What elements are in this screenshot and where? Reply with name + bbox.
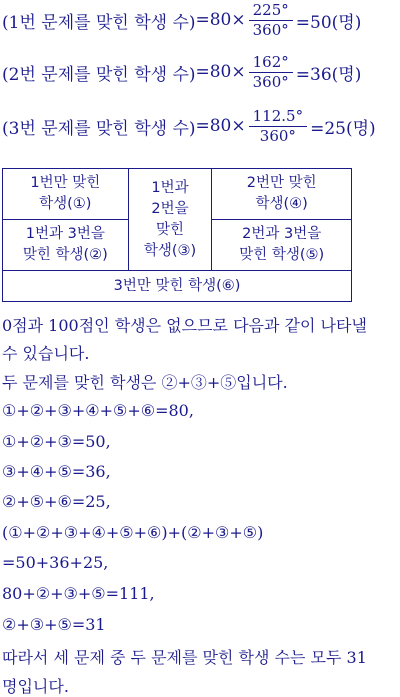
equation-2-fraction [249, 54, 293, 90]
cell-only-2: 2번만 맞힌 학생(④) [212, 169, 352, 220]
text-line-10: 80+②+③+⑤=111, [2, 584, 155, 603]
equation-1-fraction [249, 2, 293, 38]
equation-1-right: =50(명) [295, 12, 362, 33]
text-line-5: ①+②+③=50, [2, 432, 111, 451]
equation-1-mid: =80× [195, 10, 246, 30]
equation-2-left: (2번 문제를 맞힌 학생 수) [2, 64, 196, 85]
cell-only-3: 3번만 맞힌 학생(⑥) [3, 271, 352, 302]
text-line-13: 명입니다. [2, 677, 69, 696]
text-line-7: ②+⑤+⑥=25, [2, 492, 111, 511]
equation-3-mid: =80× [195, 116, 246, 136]
text-line-2: 수 있습니다. [2, 344, 90, 363]
equation-3-right: =25(명) [310, 118, 376, 139]
text-line-8: (①+②+③+④+⑤+⑥)+(②+③+⑤) [2, 523, 264, 542]
equation-1-numerator: 225° [249, 2, 293, 21]
equation-2-numerator: 162° [249, 54, 293, 73]
text-line-1: 0점과 100점인 학생은 없으므로 다음과 같이 나타낼 [2, 316, 367, 335]
cell-both-2-3: 2번과 3번을 맞힌 학생(⑤) [212, 220, 352, 271]
equation-2-right: =36(명) [295, 64, 362, 85]
equation-3-left: (3번 문제를 맞힌 학생 수) [2, 118, 196, 139]
cell-both-1-3: 1번과 3번을 맞힌 학생(②) [3, 220, 129, 271]
text-line-3: 두 문제를 맞힌 학생은 ②+③+⑤입니다. [2, 373, 288, 392]
text-line-12: 따라서 세 문제 중 두 문제를 맞힌 학생 수는 모두 31 [2, 648, 367, 667]
venn-region-table [2, 168, 352, 302]
cell-only-1: 1번만 맞힌 학생(①) [3, 169, 129, 220]
equation-1-left: (1번 문제를 맞힌 학생 수) [2, 12, 196, 33]
equation-2 [2, 54, 361, 90]
equation-3 [2, 108, 376, 144]
equation-1-denominator: 360° [252, 20, 289, 39]
equation-2-mid: =80× [195, 62, 246, 82]
text-line-4: ①+②+③+④+⑤+⑥=80, [2, 401, 194, 420]
equation-3-numerator: 112.5° [249, 108, 307, 127]
text-line-9: =50+36+25, [2, 553, 109, 572]
equation-3-denominator: 360° [259, 126, 296, 145]
text-line-11: ②+③+⑤=31 [2, 615, 106, 634]
equation-1 [2, 2, 361, 38]
cell-both-1-2: 1번과 2번을 맞힌 학생(③) [128, 169, 212, 271]
text-line-6: ③+④+⑤=36, [2, 462, 111, 481]
equation-2-denominator: 360° [252, 72, 289, 91]
equation-3-fraction [249, 108, 307, 144]
